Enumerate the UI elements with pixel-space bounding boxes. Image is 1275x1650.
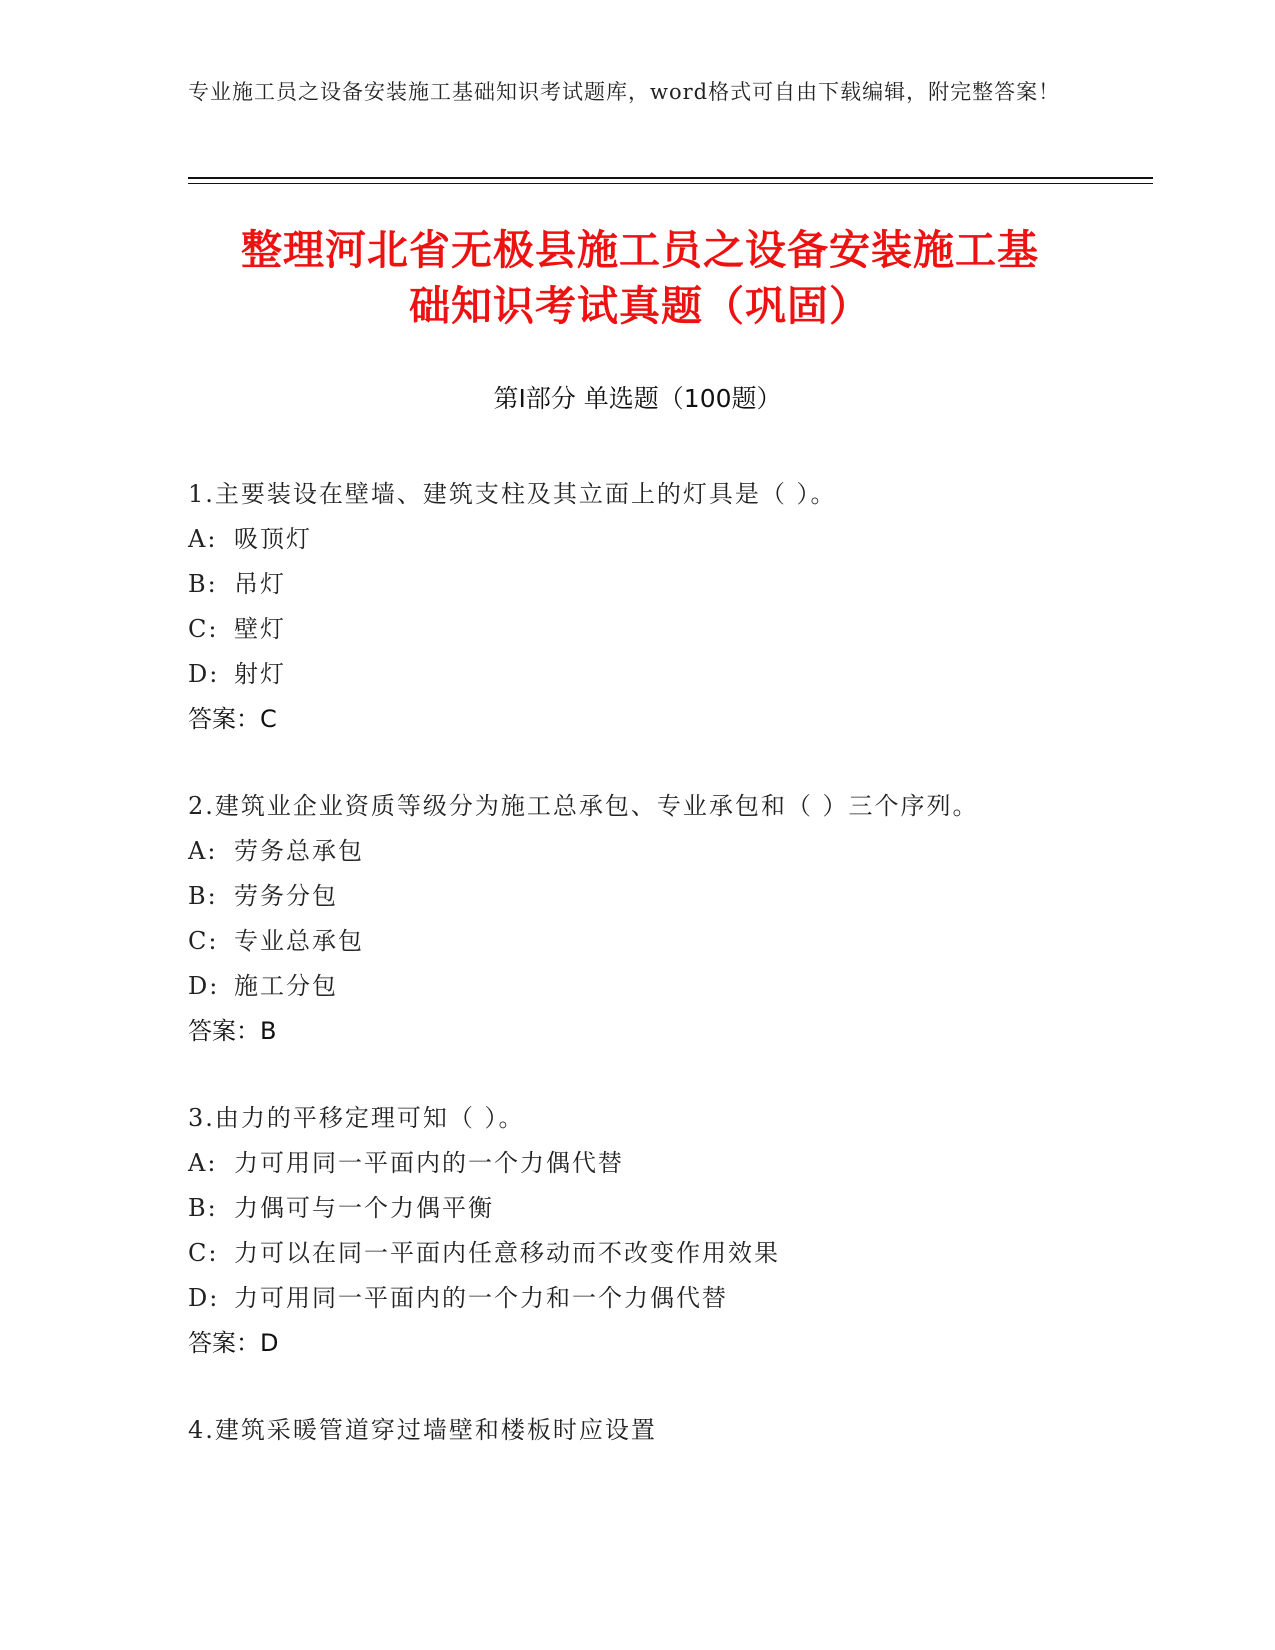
- header-rule-thin: [188, 183, 1153, 184]
- option-d: [188, 964, 1148, 1009]
- option-d: [188, 1276, 1148, 1321]
- option-b: [188, 562, 1148, 607]
- option-b: [188, 874, 1148, 919]
- question-stem: 1.主要装设在壁墙、建筑支柱及其立面上的灯具是（ ）。: [188, 480, 837, 508]
- option-c: [188, 607, 1148, 652]
- option-letter: A:: [188, 1149, 218, 1177]
- option-a: [188, 1141, 1148, 1186]
- answer: 答案：C: [188, 705, 277, 733]
- document-title-line-2: 础知识考试真题（巩固）: [409, 282, 871, 330]
- option-c: [188, 919, 1148, 964]
- option-letter: D:: [188, 1284, 220, 1312]
- option-letter: C:: [188, 1239, 219, 1267]
- option-text: 壁灯: [234, 615, 286, 643]
- question-1: [188, 472, 1148, 742]
- option-letter: B:: [188, 882, 218, 910]
- option-letter: B:: [188, 1194, 218, 1222]
- question-4: [188, 1408, 1148, 1453]
- option-text: 吸顶灯: [234, 525, 312, 553]
- question-stem: 4.建筑采暖管道穿过墙壁和楼板时应设置: [188, 1416, 657, 1444]
- option-d: [188, 652, 1148, 697]
- option-text: 力可用同一平面内的一个力偶代替: [234, 1149, 624, 1177]
- option-letter: D:: [188, 660, 220, 688]
- option-text: 力偶可与一个力偶平衡: [234, 1194, 494, 1222]
- question-list: [188, 472, 1148, 1495]
- option-b: [188, 1186, 1148, 1231]
- option-letter: C:: [188, 615, 219, 643]
- header-rule-thick: [188, 177, 1153, 179]
- option-c: [188, 1231, 1148, 1276]
- document-title: [180, 222, 1100, 334]
- question-stem: 2.建筑业企业资质等级分为施工总承包、专业承包和（ ）三个序列。: [188, 792, 979, 820]
- option-text: 射灯: [234, 660, 286, 688]
- section-title: 第Ⅰ部分 单选题（100题）: [493, 384, 782, 413]
- option-letter: A:: [188, 837, 218, 865]
- option-text: 专业总承包: [234, 927, 364, 955]
- option-text: 劳务分包: [234, 882, 338, 910]
- option-a: [188, 829, 1148, 874]
- option-text: 劳务总承包: [234, 837, 364, 865]
- document-title-line-1: 整理河北省无极县施工员之设备安装施工基: [241, 226, 1039, 274]
- option-text: 力可以在同一平面内任意移动而不改变作用效果: [234, 1239, 780, 1267]
- option-text: 吊灯: [234, 570, 286, 598]
- question-stem: 3.由力的平移定理可知（ ）。: [188, 1104, 525, 1132]
- option-letter: A:: [188, 525, 218, 553]
- option-text: 施工分包: [234, 972, 338, 1000]
- header-note: 专业施工员之设备安装施工基础知识考试题库，word格式可自由下载编辑，附完整答案！: [188, 80, 1061, 104]
- question-3: [188, 1096, 1148, 1366]
- answer: 答案：B: [188, 1017, 277, 1045]
- answer: 答案：D: [188, 1329, 279, 1357]
- question-2: [188, 784, 1148, 1054]
- option-letter: B:: [188, 570, 218, 598]
- option-text: 力可用同一平面内的一个力和一个力偶代替: [234, 1284, 728, 1312]
- option-letter: D:: [188, 972, 220, 1000]
- option-letter: C:: [188, 927, 219, 955]
- option-a: [188, 517, 1148, 562]
